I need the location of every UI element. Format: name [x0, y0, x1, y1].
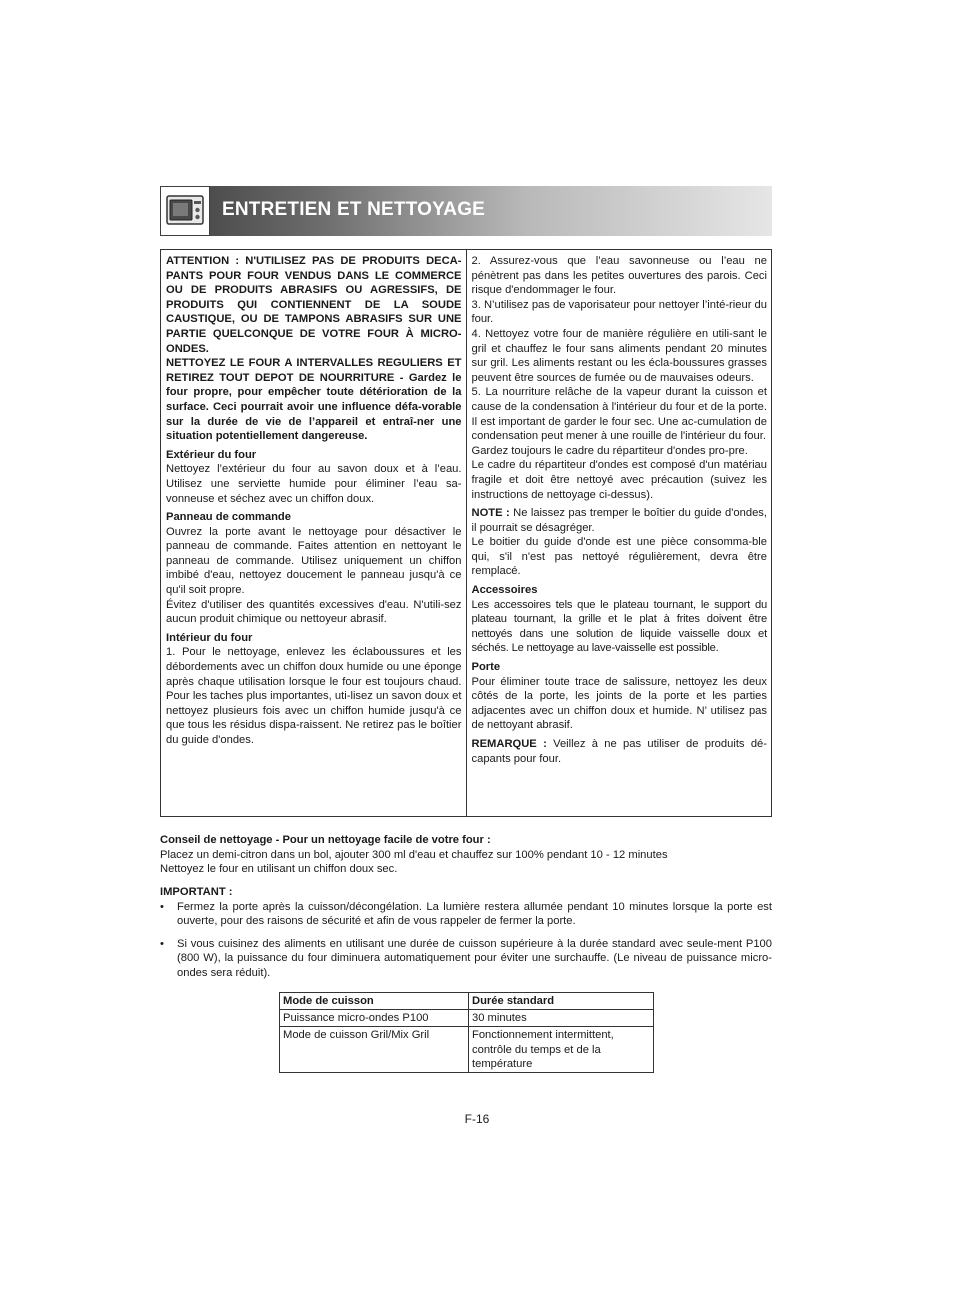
instructions-table: [160, 249, 772, 817]
list-item: • Si vous cuisinez des aliments en utilisant une durée de cuisson supérieure à la durée standard avec seule-ment P100 (800 W), la puissance du four diminuera automatiquement pour éviter une surchauffe. (Le niveau de puissance micro-ondes sera réduit).: [160, 937, 772, 981]
table-row: [280, 1010, 654, 1027]
accessories-heading: Accessoires: [471, 584, 538, 597]
page-number: F-16: [464, 1112, 490, 1126]
waveguide-text: Le boitier du guide d'onde est une pièce consomma-ble qui, s'il n'est pas nettoyé régulièrement, devra être remplacé.: [471, 536, 767, 578]
interior-item-4: 4. Nettoyez votre four de manière régulière en utili-sant le gril et chauffez le four sans aliments pendant 20 minutes sur gril. Les aliments restant ou les écla-boussures grasses peuvent être sources de fumée ou de mauvaises odeurs.: [471, 327, 767, 384]
warning-regular-cleaning: NETTOYEZ LE FOUR A INTERVALLES REGULIERS ET RETIREZ TOUT DEPOT DE NOURRITURE - Gardez le four propre, pour empêcher toute détérioration de la surface. Ceci pourrait avoir une influence défa-vorable sur la durée de vie de l’appareil et entraî-ner une situation potentiellement dangereuse.: [166, 357, 462, 443]
waveguide-frame-text-2: Le cadre du répartiteur d'ondes est composé d'un matériau fragile et doit être nettoyé avec précaution (suivez les instructions de nettoyage ci-dessus).: [471, 459, 767, 501]
interior-item-2: 2. Assurez-vous que l’eau savonneuse ou l’eau ne pénètrent pas dans les petites ouvertures des parois. Ceci risque d'endommager le four.: [471, 255, 767, 297]
remark: [472, 737, 768, 766]
table-cell: Fonctionnement intermittent, contrôle du temps et de la température: [469, 1027, 654, 1073]
warning-caustic: ATTENTION : N'UTILISEZ PAS DE PRODUITS DECA-PANTS POUR FOUR VENDUS DANS LE COMMERCE OU DE PRODUITS ABRASIFS OU AGRESSIFS, DE PRODUITS QUI CONTIENNENT DE LA SOUDE CAUSTIQUE, OU DE TAMPONS ABRASIFS SUR UNE PARTIE QUELCONQUE DE VOTRE FOUR À MICRO-ONDES.: [166, 255, 462, 355]
tip-line-1: Placez un demi-citron dans un bol, ajouter 300 ml d'eau et chauffez sur 100% pendant 10 - 12 minutes: [160, 848, 668, 861]
tip-heading: Conseil de nettoyage - Pour un nettoyage facile de votre four :: [160, 834, 491, 846]
list-item: • Fermez la porte après la cuisson/décongélation. La lumière restera allumée pendant 10 minutes lorsque la porte est ouverte, pour des raisons de sécurité et afin de vous rappeler de fermer la porte.: [160, 900, 772, 929]
interior-item-5: 5. La nourriture relâche de la vapeur durant la cuisson et cause de la condensation à l'intérieur du four et de la porte. Il est important de garder le four sec. Une ac-cumulation de condensation peut mener à une rouille de l'intérieur du four.: [471, 386, 767, 443]
table-header: Mode de cuisson: [280, 993, 469, 1010]
cleaning-tip: [160, 833, 772, 877]
exterior-heading: Extérieur du four: [166, 448, 257, 461]
tip-line-2: Nettoyez le four en utilisant un chiffon doux sec.: [160, 863, 398, 876]
exterior-text: Nettoyez l’extérieur du four au savon doux et à l’eau. Utilisez une serviette humide pour éliminer l’eau sa-vonneuse et séchez avec un chiffon doux.: [166, 463, 462, 505]
note-text: Ne laissez pas tremper le boîtier du guide d'ondes, il pourrait se désagréger.: [471, 507, 767, 534]
control-panel-heading: Panneau de commande: [166, 511, 291, 524]
important-heading: IMPORTANT :: [160, 886, 233, 898]
microwave-icon: [160, 186, 210, 236]
interior-text: 1. Pour le nettoyage, enlevez les éclaboussures et les débordements avec un chiffon doux humide ou une éponge après chaque utilisation lorsque le four est toujours chaud. Pour les taches plus importantes, uti-lisez un savon doux et nettoyez plusieurs fois avec un chiffon humide jusqu'à ce que tous les résidus dispa-raissent. Ne retirez pas le boîtier du guide d'ondes.: [166, 646, 462, 746]
table-row: [280, 1027, 654, 1073]
important-list: [160, 900, 772, 981]
left-column: [161, 250, 467, 816]
remark-text: Veillez à ne pas utiliser de produits dé-capants pour four.: [471, 738, 767, 765]
important-section: [160, 885, 772, 981]
interior-heading: Intérieur du four: [166, 631, 253, 644]
door-text: Pour éliminer toute trace de salissure, nettoyez les deux côtés de la porte, les joints de la porte et les parties adjacentes avec un chiffon doux et humide. N’ utilisez pas de nettoyant abrasif.: [471, 675, 767, 732]
accessories-text: Les accessoires tels que le plateau tournant, le support du plateau tournant, la grille et le plat à frites doivent être nettoyés dans une solution de liquide vaisselle doux et séchés. Le nettoyage au lave-vaisselle est possible.: [471, 598, 767, 655]
control-panel-text: Ouvrez la porte avant le nettoyage pour désactiver le panneau de commande. Faites attention en nettoyant le panneau de commande. Utilisez uniquement un chiffon imbibé d'eau, nettoyez doucement le panneau jusqu'à ce qu'il soit propre.: [166, 525, 462, 597]
note: [472, 506, 768, 535]
table-header-row: [280, 993, 654, 1010]
table-header: Durée standard: [469, 993, 654, 1010]
page-title: ENTRETIEN ET NETTOYAGE: [222, 199, 486, 220]
interior-item-3: 3. N’utilisez pas de vaporisateur pour nettoyer l’inté-rieur du four.: [471, 298, 767, 326]
table-cell: 30 minutes: [469, 1010, 654, 1027]
duration-table: [279, 992, 654, 1073]
right-column: [467, 250, 772, 816]
section-header: [160, 186, 772, 236]
table-cell: Puissance micro-ondes P100: [280, 1010, 469, 1027]
door-heading: Porte: [471, 661, 501, 674]
control-panel-text-2: Évitez d'utiliser des quantités excessives d'eau. N'utili-sez aucun produit chimique ou nettoyeur abrasif.: [166, 598, 462, 626]
waveguide-frame-text: Gardez toujours le cadre du répartiteur d'ondes pro-pre.: [471, 444, 748, 457]
table-cell: Mode de cuisson Gril/Mix Gril: [280, 1027, 469, 1073]
note-label: NOTE :: [471, 507, 510, 520]
remark-label: REMARQUE :: [471, 738, 547, 750]
